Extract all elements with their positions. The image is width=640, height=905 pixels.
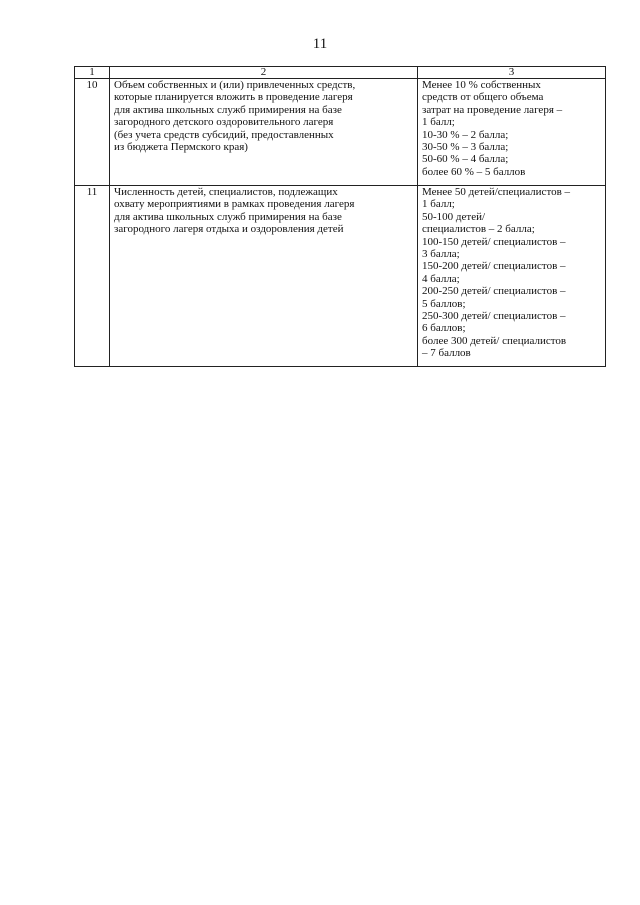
row-number: 10 [75,79,110,186]
score-line: 150-200 детей/ специалистов – [422,260,566,273]
score-line: 100-150 детей/ специалистов – [422,235,566,248]
score-line: средств от общего объема [422,91,544,104]
score-line: 3 балла; [422,248,460,261]
criterion-line: для актива школьных служб примирения на базе [114,210,342,223]
score-line: Менее 50 детей/специалистов – [422,186,571,198]
score-line: более 300 детей/ специалистов [422,334,567,347]
criterion-line: загородного лагеря отдыха и оздоровления детей [114,223,344,236]
score-line: 50-100 детей/ [422,210,486,223]
score-line: 200-250 детей/ специалистов – [422,285,566,298]
criteria-table [74,66,606,367]
score-cell [418,79,606,186]
score-line: затрат на проведение лагеря – [422,103,563,116]
criterion-line: для актива школьных служб примирения на базе [114,103,342,116]
criterion-cell [110,186,418,367]
criterion-cell [110,79,418,186]
criterion-line: Численность детей, специалистов, подлежащих [114,186,338,198]
score-line: – 7 баллов [422,347,471,360]
criterion-line: из бюджета Пермского края) [114,141,248,154]
column-header-number: 1 [75,67,110,79]
score-line: специалистов – 2 балла; [422,223,535,236]
column-header-criterion: 2 [110,67,418,79]
score-cell [418,186,606,367]
table-row [75,186,606,367]
score-line: 10-30 % – 2 балла; [422,128,509,141]
score-line: 30-50 % – 3 балла; [422,141,509,154]
score-line: 4 балла; [422,272,460,285]
score-line: 5 баллов; [422,297,466,310]
table-header-row [75,67,606,79]
score-line: 6 баллов; [422,322,466,335]
score-line: 1 балл; [422,198,455,211]
criterion-line: (без учета средств субсидий, предоставленных [114,128,334,141]
score-line: 250-300 детей/ специалистов – [422,310,566,323]
score-line: 50-60 % – 4 балла; [422,153,509,166]
criterion-line: Объем собственных и (или) привлеченных средств, [114,79,356,91]
criterion-line: охвату мероприятиями в рамках проведения лагеря [114,198,355,211]
page-number: 11 [312,36,328,52]
score-line: Менее 10 % собственных [422,79,541,91]
column-header-score: 3 [418,67,606,79]
table-row [75,79,606,186]
score-line: 1 балл; [422,116,455,129]
criterion-line: загородного детского оздоровительного лагеря [114,116,334,129]
score-line: более 60 % – 5 баллов [422,165,526,178]
row-number: 11 [75,186,110,367]
criterion-line: которые планируется вложить в проведение лагеря [114,91,353,104]
